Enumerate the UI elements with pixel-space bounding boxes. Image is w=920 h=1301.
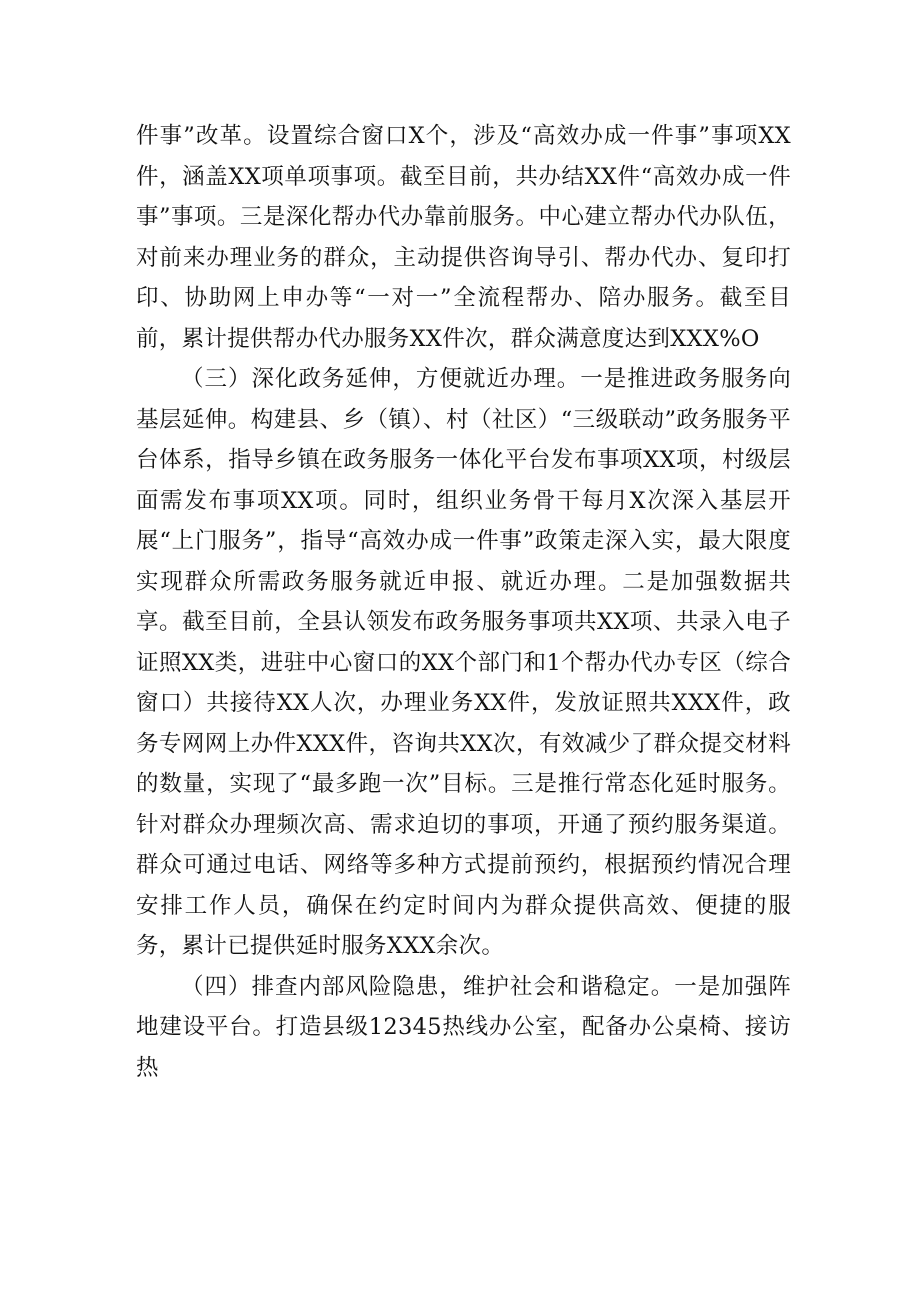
paragraph-section-three: （三）深化政务延伸，方便就近办理。一是推进政务服务向基层延伸。构建县、乡（镇）、村（社区）“三级联动”政务服务平台体系，指导乡镇在政务服务一体化平台发布事项XX项，村级层面需发布事项XX项。同时，组织业务骨干每月X次深入基层开展“上门服务”，指导“高效办成一件事”政策走深入实，最大限度实现群众所需政务服务就近申报、就近办理。二是加强数据共享。截至目前，全县认领发布政务服务事项共XX项、共录入电子证照XX类，进驻中心窗口的XX个部门和1个帮办代办专区（综合窗口）共接待XX人次，办理业务XX件，发放证照共XXX件，政务专网网上办件XXX件，咨询共XX次，有效减少了群众提交材料的数量，实现了“最多跑一次”目标。三是推行常态化延时服务。针对群众办理频次高、需求迫切的事项，开通了预约服务渠道。群众可通过电话、网络等多种方式提前预约，根据预约情况合理安排工作人员，确保在约定时间内为群众提供高效、便捷的服务，累计已提供延时服务XXX余次。: [136, 366, 791, 959]
paragraph-continuation: 件事”改革。设置综合窗口X个，涉及“高效办成一件事”事项XX件，涵盖XX项单项事项。截至目前，共办结XX件“高效办成一件事”事项。三是深化帮办代办靠前服务。中心建立帮办代办队伍，对前来办理业务的群众，主动提供咨询导引、帮办代办、复印打印、协助网上申办等“一对一”全流程帮办、陪办服务。截至目前，累计提供帮办代办服务XX件次，群众满意度达到XXX%O: [136, 123, 791, 352]
paragraph-section-four: （四）排查内部风险隐患，维护社会和谐稳定。一是加强阵地建设平台。打造县级12345热线办公室，配备办公桌椅、接访热: [136, 973, 791, 1081]
document-body: [136, 116, 791, 1088]
